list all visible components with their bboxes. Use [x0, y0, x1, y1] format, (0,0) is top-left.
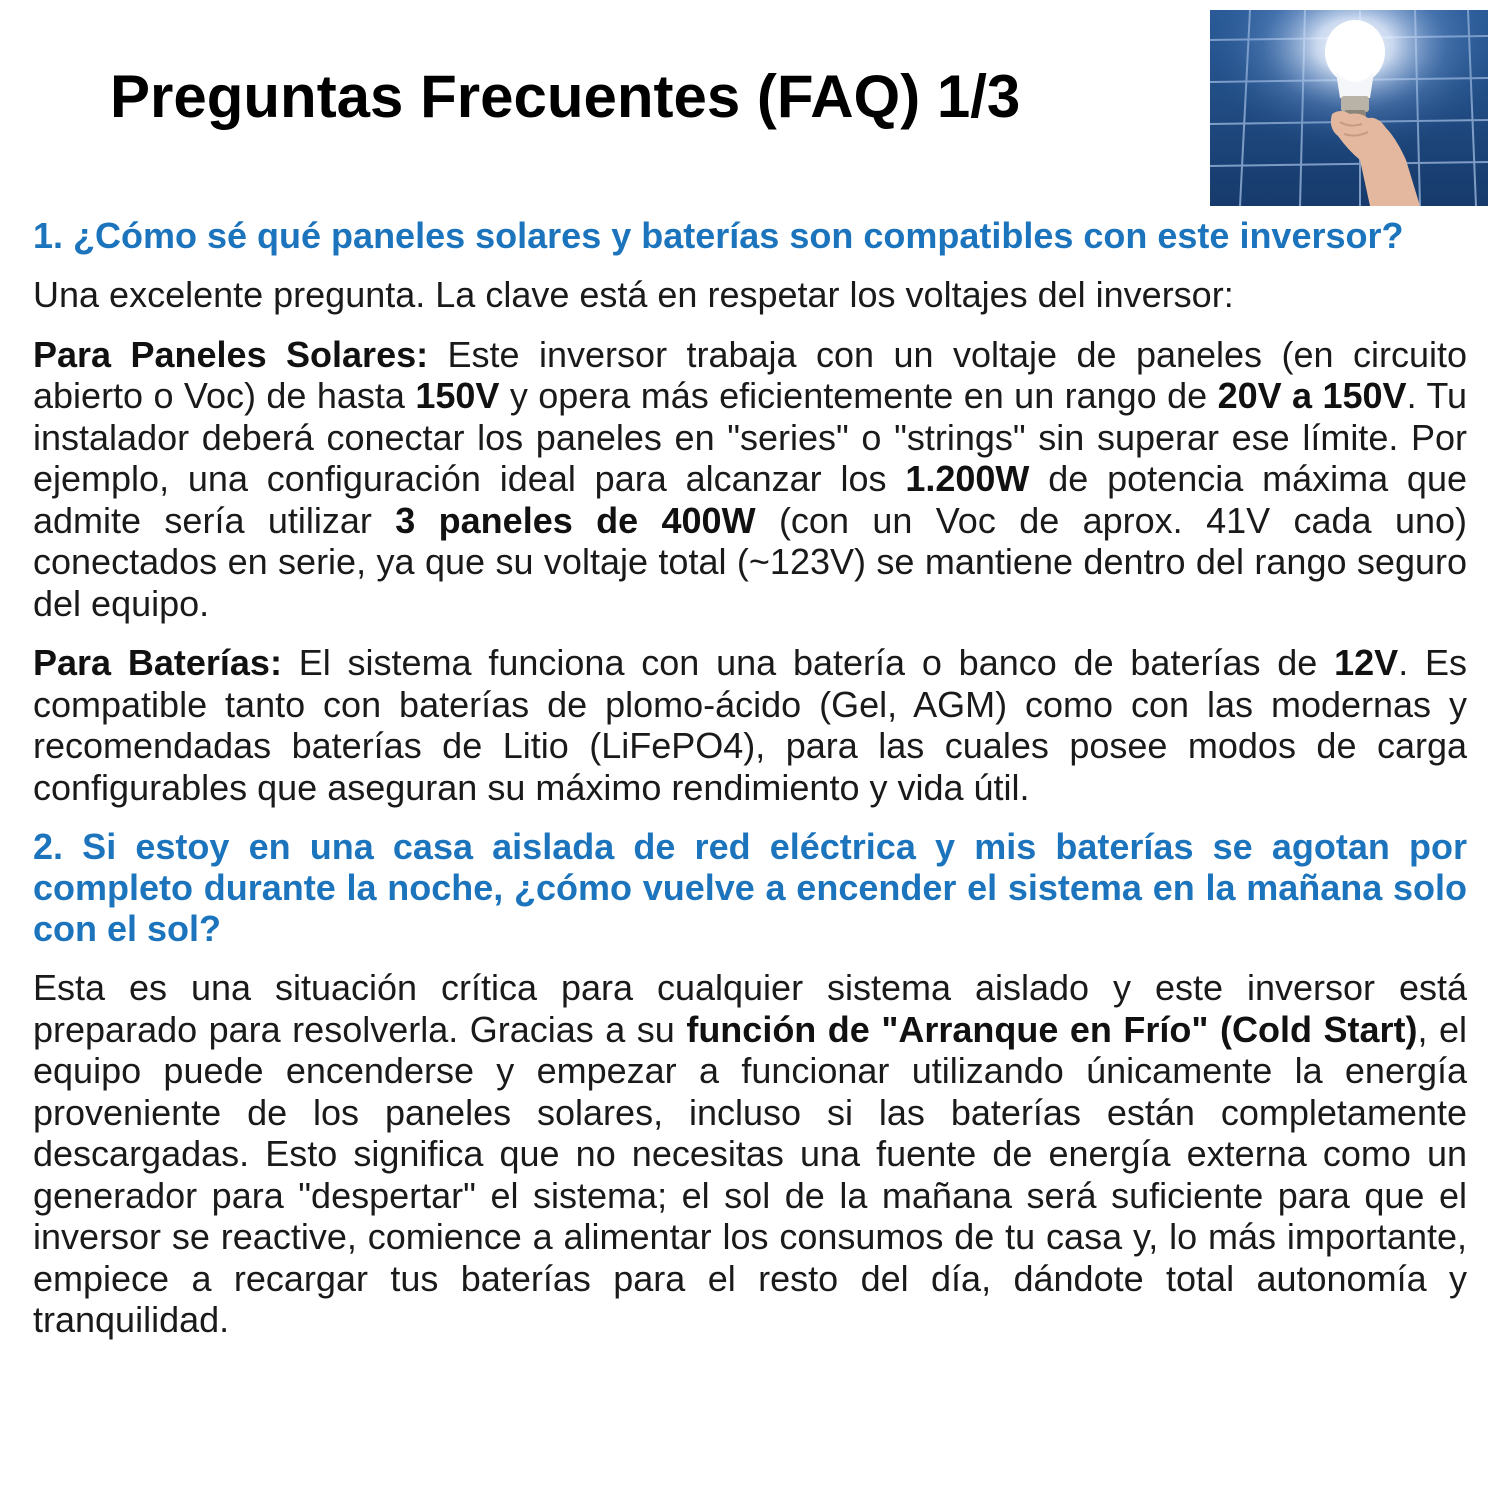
- batteries-text: . Es compatible tanto con baterías de plomo-ácido (Gel, AGM) como con las modernas y recomendadas baterías de Litio (LiFePO4), para las cuales posee modos de carga configurables que aseguran su máximo rendimiento y vida útil.: [33, 642, 1467, 808]
- panels-bold: 1.200W: [905, 458, 1030, 499]
- faq-answer-1-batteries: [33, 642, 1467, 808]
- batteries-bold: 12V: [1334, 642, 1399, 683]
- solar-panel-lightbulb-hand-icon: [1210, 10, 1488, 206]
- batteries-label: Para Baterías:: [33, 642, 282, 683]
- faq-answer-1-panels: [33, 334, 1467, 625]
- panels-bold: 20V a 150V: [1217, 375, 1407, 416]
- faq-content: [33, 215, 1467, 1359]
- batteries-text: El sistema funciona con una batería o banco de baterías de: [281, 642, 1335, 683]
- panels-text: . Tu instalador deberá conectar los paneles en "series" o "strings" sin superar ese límite. Por ejemplo, una configuración ideal para alcanzar los: [33, 375, 1468, 499]
- page-title: Preguntas Frecuentes (FAQ) 1/3: [110, 63, 1021, 130]
- panels-bold: 150V: [415, 375, 500, 416]
- faq-question-1: 1. ¿Cómo sé qué paneles solares y baterías son compatibles con este inversor?: [33, 215, 1404, 256]
- panels-text: de potencia máxima que admite sería utilizar: [33, 458, 1467, 541]
- panels-bold: 3 paneles de 400W: [395, 499, 756, 541]
- faq-question-2: 2. Si estoy en una casa aislada de red eléctrica y mis baterías se agotan por completo durante la noche, ¿cómo vuelve a encender el sistema en la mañana solo con el sol?: [33, 826, 1467, 949]
- panels-label: Para Paneles Solares:: [33, 333, 429, 375]
- faq-answer-2: [33, 967, 1467, 1341]
- answer-text: Esta es una situación crítica para cualquier sistema aislado y este inversor está preparado para resolverla. Gracias a su: [33, 967, 1467, 1050]
- faq-answer-1-intro: Una excelente pregunta. La clave está en respetar los voltajes del inversor:: [33, 274, 1234, 315]
- answer-text: , el equipo puede encenderse y empezar a funcionar utilizando únicamente la energía proveniente de los paneles solares, incluso si las baterías están completamente descargadas. Esto significa que no necesitas una fuente de energía externa como un generador para "despertar" el sistema; el sol de la mañana será suficiente para que el inversor se reactive, comience a alimentar los consumos de tu casa y, lo más importante, empiece a recargar tus baterías para el resto del día, dándote total autonomía y tranquilidad.: [33, 1008, 1467, 1340]
- panels-text: (con un Voc de aprox. 41V cada uno) conectados en serie, ya que su voltaje total (~123V) se mantiene dentro del rango seguro del equipo.: [33, 499, 1468, 624]
- answer-bold: función de "Arranque en Frío" (Cold Start): [686, 1008, 1418, 1050]
- panels-text: Este inversor trabaja con un voltaje de paneles (en circuito abierto o Voc) de hasta: [33, 333, 1467, 416]
- panels-text: y opera más eficientemente en un rango de: [499, 375, 1218, 416]
